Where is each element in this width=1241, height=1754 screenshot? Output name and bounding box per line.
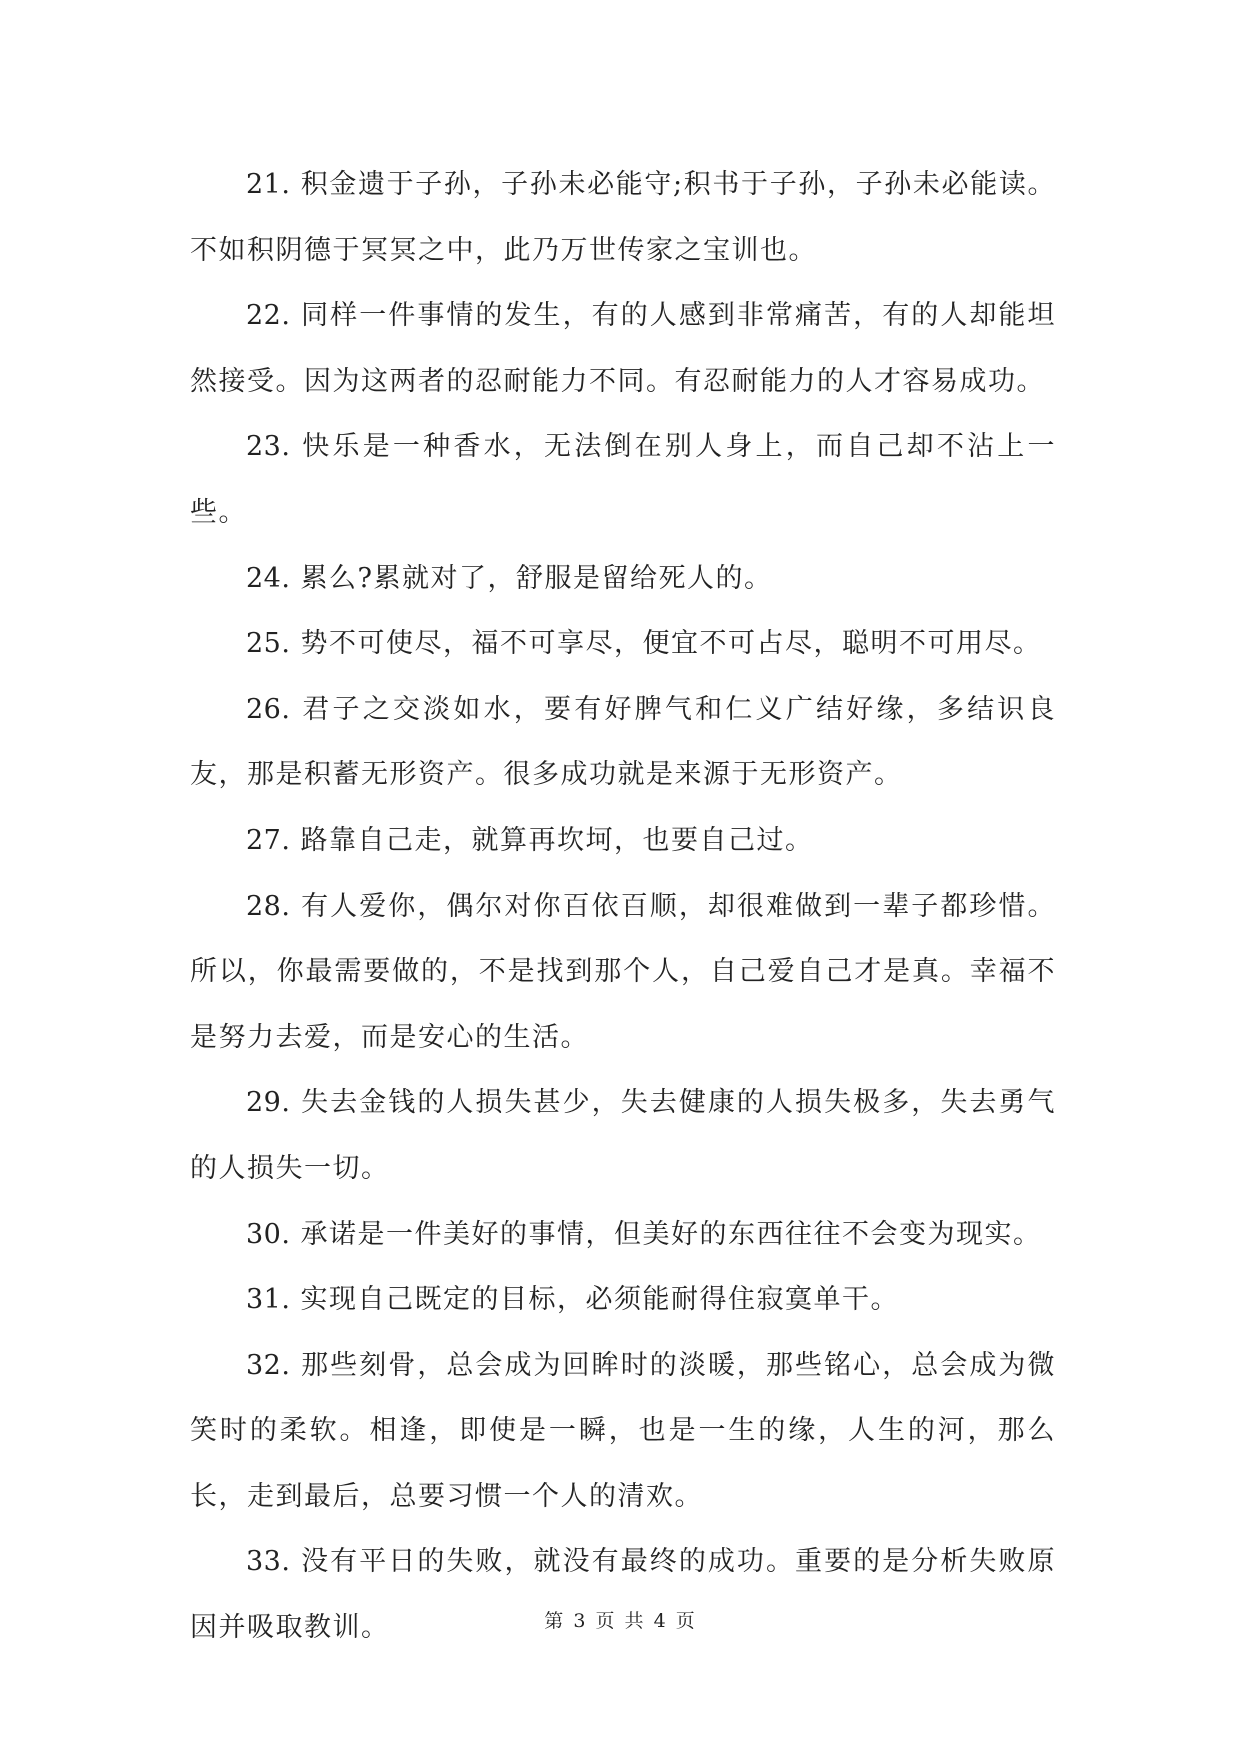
- quote-item-25: [190, 611, 1056, 677]
- quote-number: 29.: [246, 1087, 291, 1119]
- quote-text: 快乐是一种香水，无法倒在别人身上，而自己却不沾上一些。: [190, 431, 1056, 528]
- quote-number: 26.: [246, 693, 291, 725]
- footer-middle: 页 共: [595, 1610, 646, 1632]
- quote-number: 32.: [246, 1349, 291, 1381]
- quote-number: 21.: [246, 169, 291, 200]
- quote-text: 有人爱你，偶尔对你百依百顺，却很难做到一辈子都珍惜。所以，你最需要做的，不是找到那个人，自己爱自己才是真。幸福不是努力去爱，而是安心的生活。: [190, 890, 1056, 1053]
- footer-prefix: 第: [544, 1610, 566, 1632]
- quote-item-31: [190, 1267, 1056, 1333]
- quote-text: 承诺是一件美好的事情，但美好的东西往往不会变为现实。: [300, 1218, 1042, 1250]
- quote-text: 那些刻骨，总会成为回眸时的淡暖，那些铭心，总会成为微笑时的柔软。相逢，即使是一瞬，也是一生的缘，人生的河，那么长，走到最后，总要习惯一个人的清欢。: [190, 1349, 1056, 1512]
- quote-item-32: [190, 1333, 1056, 1530]
- quote-list: [190, 152, 1056, 1661]
- quote-number: 31.: [246, 1284, 291, 1316]
- quote-text: 积金遗于子孙，子孙未必能守;积书于子孙，子孙未必能读。不如积阴德于冥冥之中，此乃万世传家之宝训也。: [190, 169, 1056, 266]
- quote-item-24: [190, 546, 1056, 612]
- quote-item-22: [190, 283, 1056, 414]
- footer-total-pages: 4: [653, 1610, 668, 1632]
- quote-number: 28.: [246, 890, 291, 922]
- page-footer: [0, 1606, 1241, 1633]
- quote-item-27: [190, 808, 1056, 874]
- quote-number: 33.: [246, 1546, 291, 1578]
- quote-number: 22.: [246, 300, 291, 332]
- quote-item-33: [190, 1529, 1056, 1660]
- quote-item-30: [190, 1202, 1056, 1268]
- quote-item-21: [190, 152, 1056, 283]
- quote-text: 同样一件事情的发生，有的人感到非常痛苦，有的人却能坦然接受。因为这两者的忍耐能力不同。有忍耐能力的人才容易成功。: [190, 300, 1056, 397]
- quote-item-28: [190, 874, 1056, 1071]
- quote-text: 君子之交淡如水，要有好脾气和仁义广结好缘，多结识良友，那是积蓄无形资产。很多成功就是来源于无形资产。: [190, 693, 1056, 791]
- quote-text: 累么?累就对了，舒服是留给死人的。: [300, 562, 773, 594]
- quote-number: 27.: [246, 824, 291, 856]
- quote-text: 实现自己既定的目标，必须能耐得住寂寞单干。: [300, 1284, 900, 1316]
- quote-number: 30.: [246, 1218, 291, 1250]
- quote-number: 24.: [246, 562, 291, 594]
- footer-current-page: 3: [573, 1610, 588, 1632]
- quote-item-29: [190, 1070, 1056, 1201]
- quote-number: 25.: [246, 628, 291, 660]
- quote-text: 失去金钱的人损失甚少，失去健康的人损失极多，失去勇气的人损失一切。: [190, 1087, 1056, 1184]
- quote-text: 没有平日的失败，就没有最终的成功。重要的是分析失败原因并吸取教训。: [190, 1546, 1056, 1644]
- quote-text: 势不可使尽，福不可享尽，便宜不可占尽，聪明不可用尽。: [300, 628, 1042, 660]
- quote-item-23: [190, 414, 1056, 545]
- footer-suffix: 页: [675, 1610, 697, 1632]
- quote-text: 路靠自己走，就算再坎坷，也要自己过。: [300, 824, 814, 856]
- quote-item-26: [190, 677, 1056, 808]
- quote-number: 23.: [246, 431, 291, 463]
